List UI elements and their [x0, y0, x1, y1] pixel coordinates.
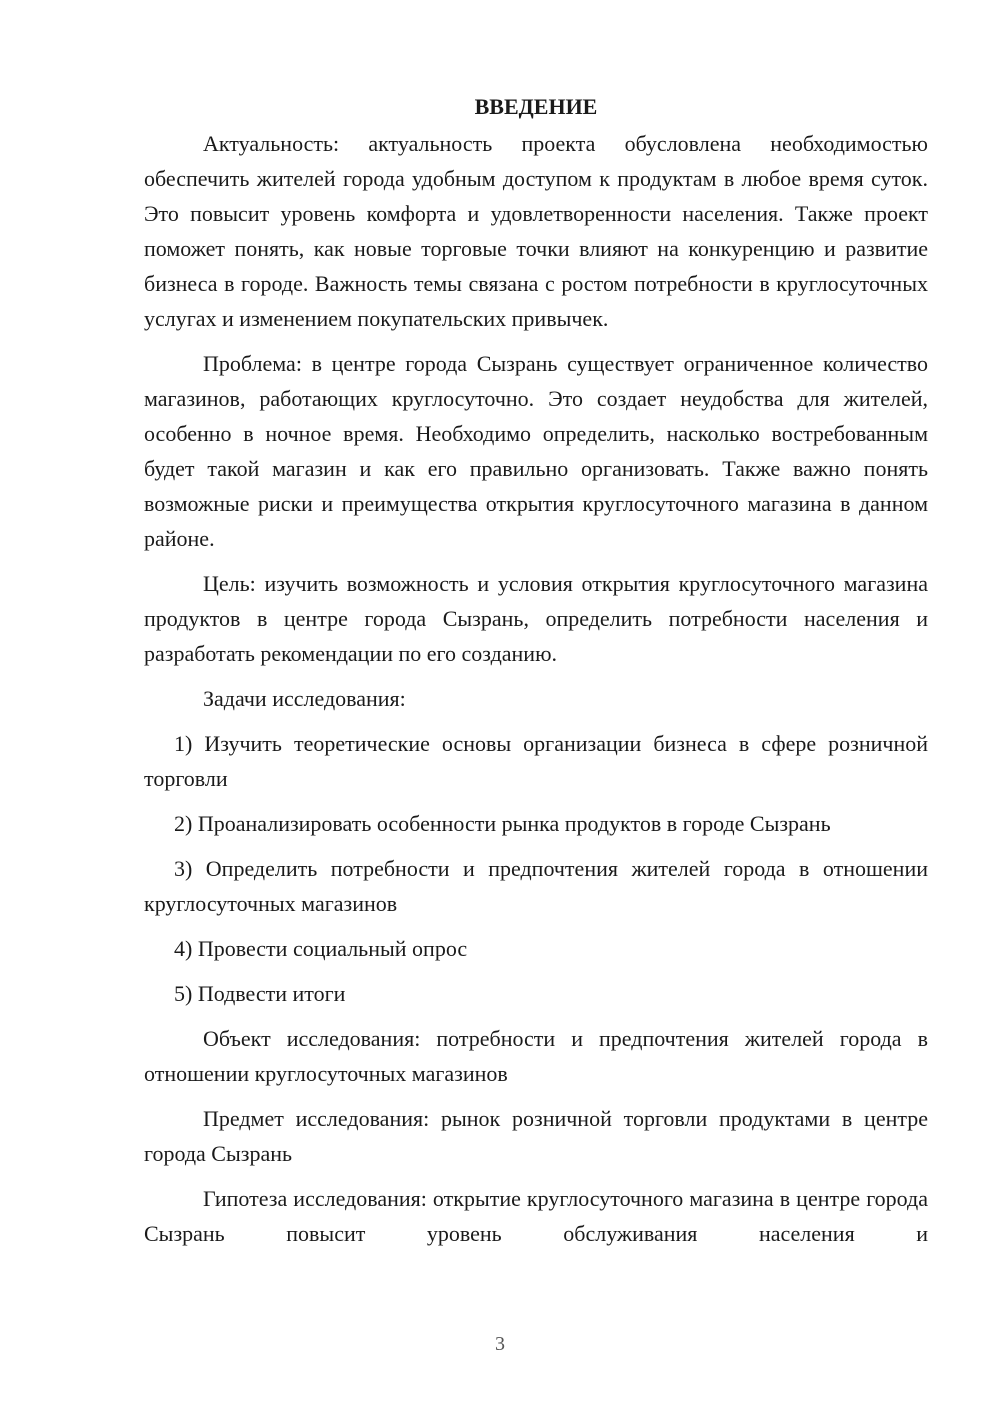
task-item: 2) Проанализировать особенности рынка продуктов в городе Сызрань — [174, 811, 831, 836]
task-item: 1) Изучить теоретические основы организации бизнеса в сфере розничной торговли — [144, 731, 928, 791]
subject-paragraph: Предмет исследования: рынок розничной торговли продуктами в центре города Сызрань — [144, 1106, 928, 1166]
goal-paragraph: Цель: изучить возможность и условия открытия круглосуточного магазина продуктов в центре города Сызрань, определить потребности населения и разработать рекомендации по его созданию. — [144, 571, 928, 666]
object-paragraph: Объект исследования: потребности и предпочтения жителей города в отношении круглосуточных магазинов — [144, 1026, 928, 1086]
problem-paragraph: Проблема: в центре города Сызрань существует ограниченное количество магазинов, работающих круглосуточно. Это создает неудобства для жителей, особенно в ночное время. Необходимо определить, насколько востребованным будет такой магазин и как его правильно организовать. Также важно понять возможные риски и преимущества открытия круглосуточного магазина в данном районе. — [144, 351, 928, 551]
task-item: 5) Подвести итоги — [174, 981, 346, 1006]
relevance-paragraph: Актуальность: актуальность проекта обусловлена необходимостью обеспечить жителей города удобным доступом к продуктам в любое время суток. Это повысит уровень комфорта и удовлетворенности населения. Также проект поможет понять, как новые торговые точки влияют на конкуренцию и развитие бизнеса в городе. Важность темы связана с ростом потребности в круглосуточных услугах и изменением покупательских привычек. — [144, 131, 928, 331]
page-number: 3 — [495, 1333, 505, 1355]
tasks-heading: Задачи исследования: — [203, 686, 406, 711]
hypothesis-paragraph: Гипотеза исследования: открытие круглосуточного магазина в центре города Сызрань повысит уровень обслуживания населения и — [144, 1186, 928, 1246]
task-item: 3) Определить потребности и предпочтения жителей города в отношении круглосуточных магазинов — [144, 856, 928, 916]
task-item: 4) Провести социальный опрос — [174, 936, 468, 961]
document-page — [144, 92, 928, 1261]
section-title: ВВЕДЕНИЕ — [474, 94, 598, 119]
